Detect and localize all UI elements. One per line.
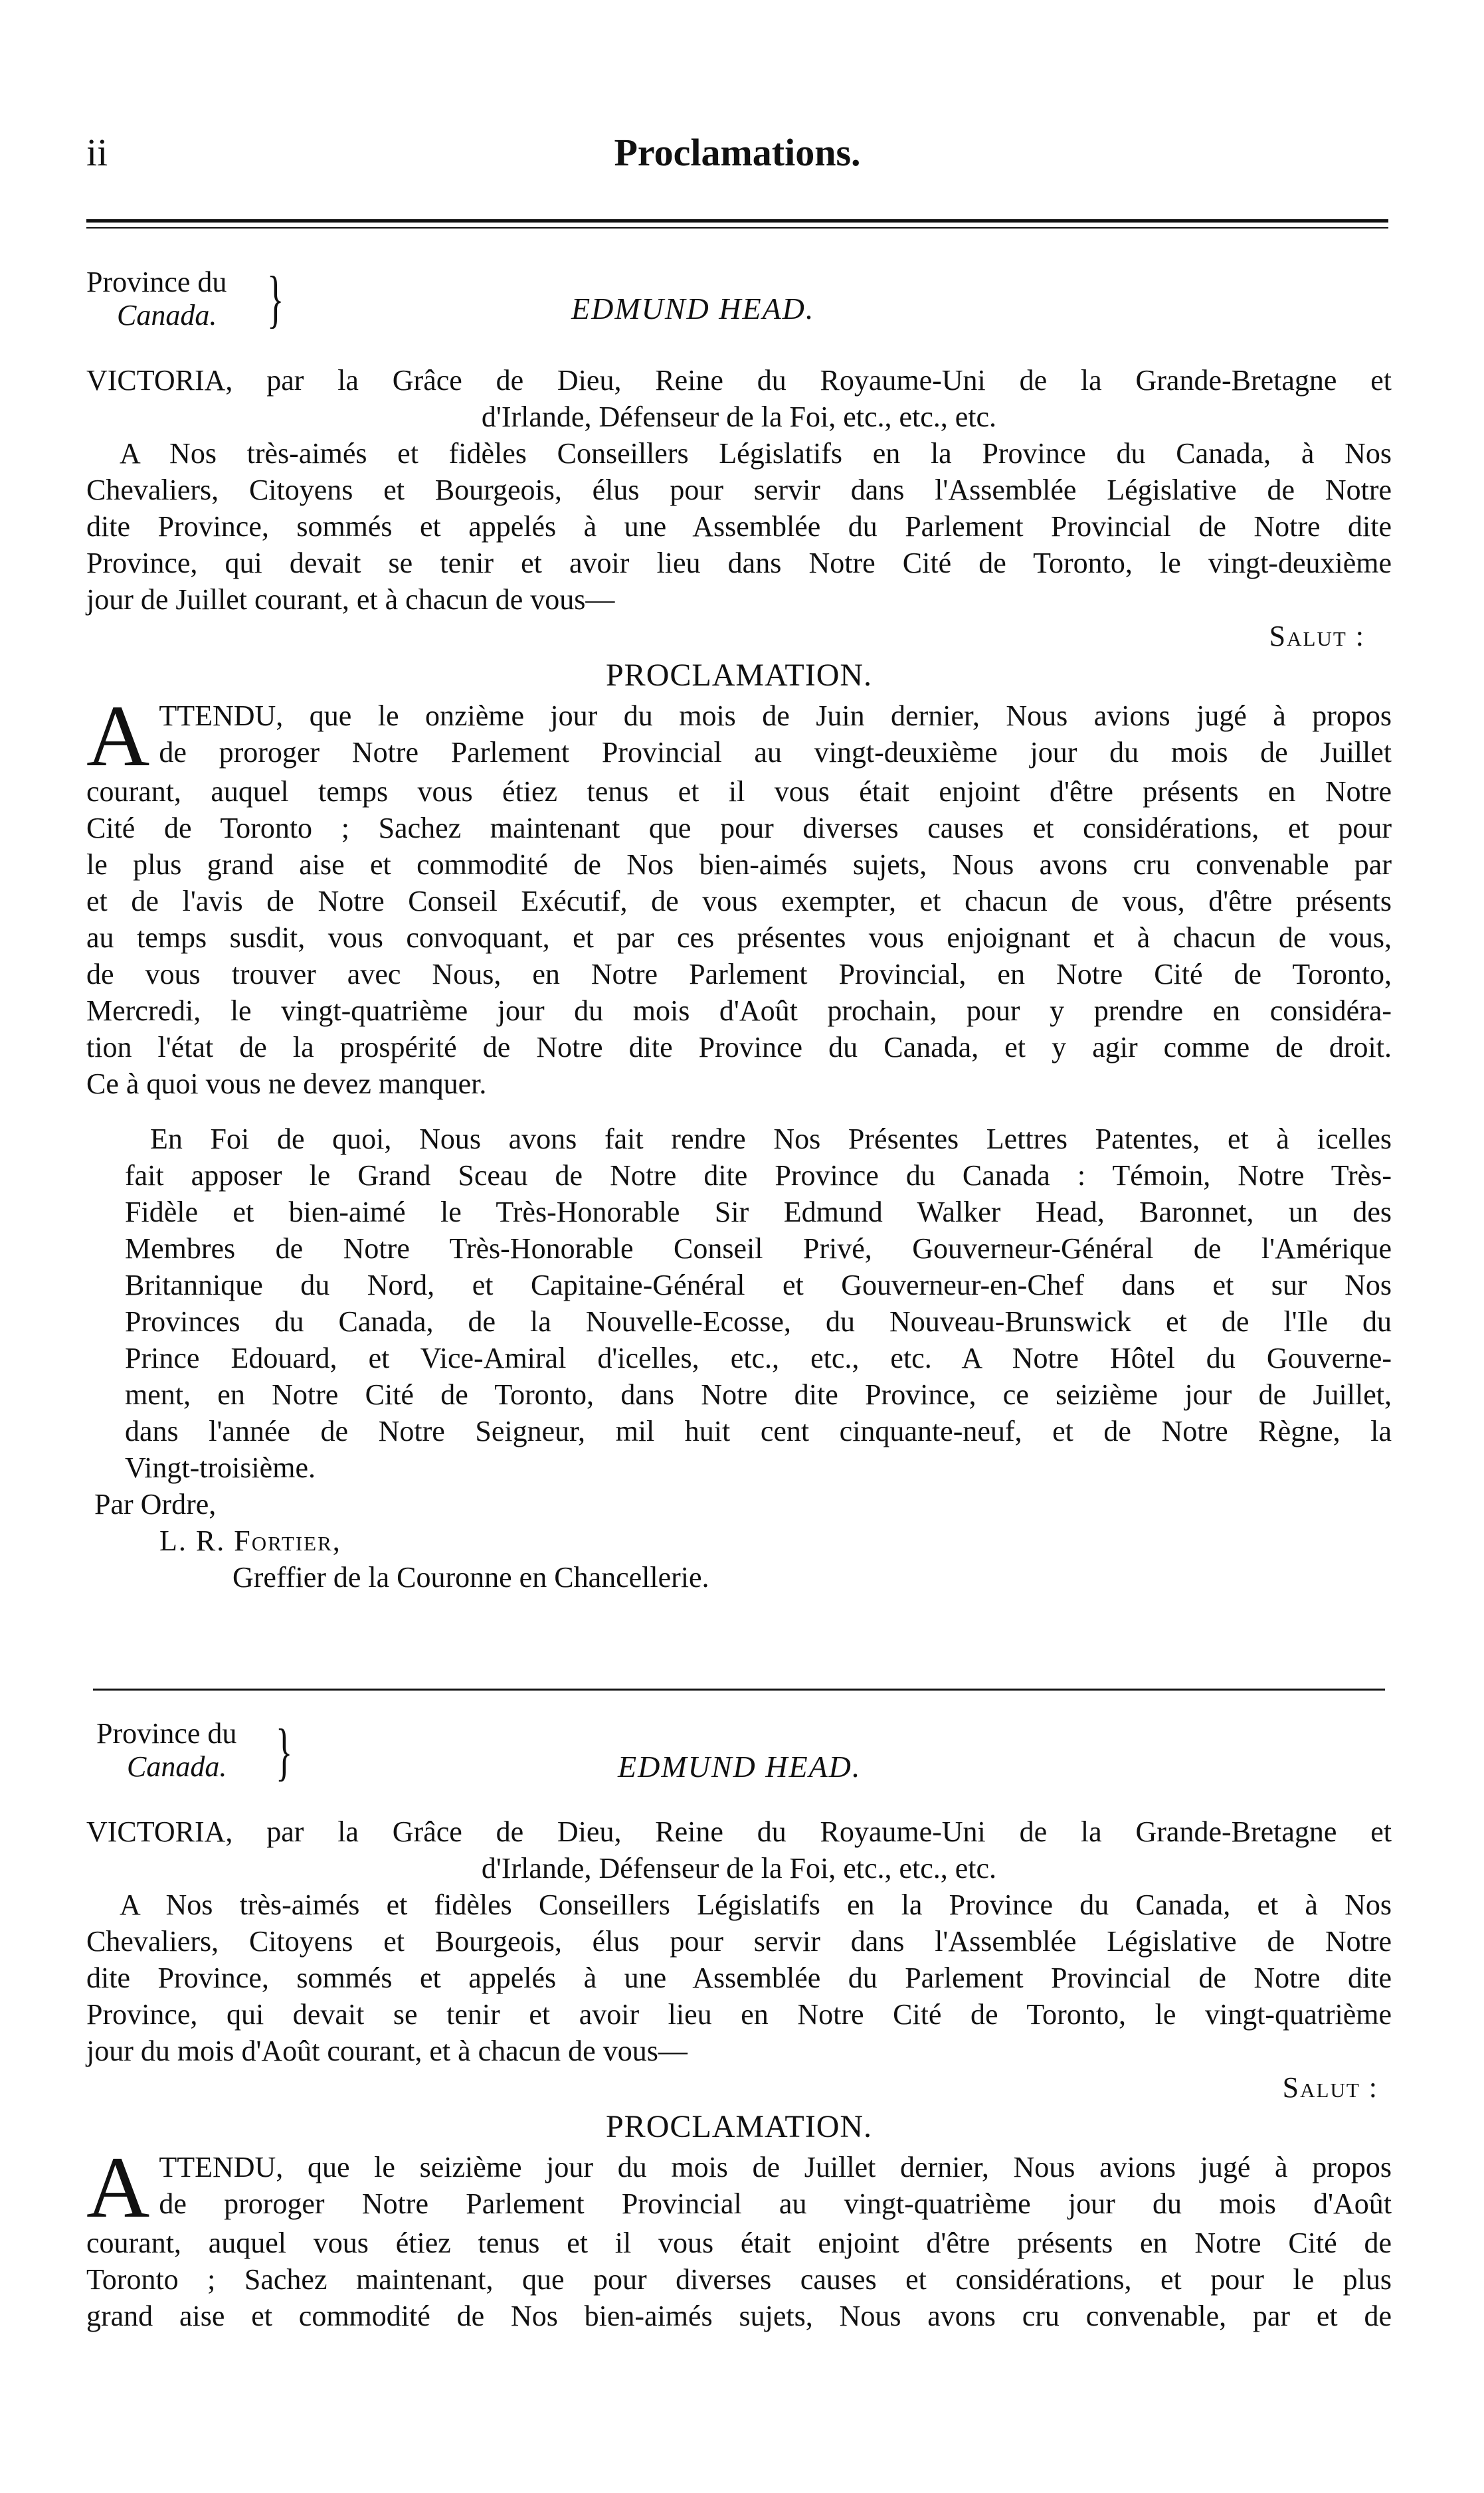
address-line: Chevaliers, Citoyens et Bourgeois, élus pour servir dans l'Assemblée Législative de Notre xyxy=(86,474,1392,506)
address-line: dite Province, sommés et appelés à une Assemblée du Parlement Provincial de Notre dite xyxy=(86,1962,1392,1994)
signer-name: L. R. Fortier, xyxy=(159,1524,341,1557)
address-line: Chevaliers, Citoyens et Bourgeois, élus pour servir dans l'Assemblée Législative de Notre xyxy=(86,1925,1392,1958)
body-line: tion l'état de la prospérité de Notre dite Province du Canada, et y agir comme de droit. xyxy=(86,1031,1392,1063)
proclamation-1-heading xyxy=(86,263,1392,345)
attest-line: Britannique du Nord, et Capitaine-Général et Gouverneur-en-Chef dans et sur Nos xyxy=(125,1269,1392,1301)
section-rule xyxy=(93,1689,1385,1691)
par-ordre: Par Ordre, xyxy=(94,1488,217,1521)
attest-line: Fidèle et bien-aimé le Très-Honorable Sir Edmund Walker Head, Baronnet, un des xyxy=(125,1196,1392,1228)
page-header xyxy=(86,130,1388,190)
body-line: de proroger Notre Parlement Provincial au vingt-deuxième jour du mois de Juillet xyxy=(159,736,1392,769)
province-label: Province du Canada. xyxy=(86,266,227,331)
address-line: Province, qui devait se tenir et avoir lieu en Notre Cité de Toronto, le vingt-quatrième xyxy=(86,1998,1392,2031)
victoria-line: d'Irlande, Défenseur de la Foi, etc., etc., etc. xyxy=(481,1852,997,1885)
attestation xyxy=(86,1121,1392,1596)
attest-line: Membres de Notre Très-Honorable Conseil Privé, Gouverneur-Général de l'Amérique xyxy=(125,1232,1392,1265)
victoria-line: VICTORIA, par la Grâce de Dieu, Reine du Royaume-Uni de la Grande-Bretagne et xyxy=(86,364,1392,397)
running-title: Proclamations. xyxy=(614,131,861,174)
body-line: et de l'avis de Notre Conseil Exécutif, de vous exempter, et chacun de vous, d'être présents xyxy=(86,885,1392,917)
proclamation-body xyxy=(86,687,1392,1102)
governor-name: EDMUND HEAD. xyxy=(618,1750,862,1784)
attest-line: dans l'année de Notre Seigneur, mil huit cent cinquante-neuf, et de Notre Règne, la xyxy=(125,1415,1392,1447)
body-line: Ce à quoi vous ne devez manquer. xyxy=(86,1067,487,1100)
body-line: Mercredi, le vingt-quatrième jour du mois d'Août prochain, pour y prendre en considéra- xyxy=(86,994,1392,1027)
proclamation-title: PROCLAMATION. xyxy=(605,2109,873,2144)
proclamation-body xyxy=(86,2138,1392,2334)
brace-glyph: } xyxy=(276,1716,293,1787)
proclamation-1-text xyxy=(86,362,1392,1596)
brace-glyph: } xyxy=(267,263,284,334)
address-line: A Nos très-aimés et fidèles Conseillers Législatifs en la Province du Canada, à Nos xyxy=(120,437,1392,470)
attest-line: Provinces du Canada, de la Nouvelle-Ecosse, du Nouveau-Brunswick et de l'Ile du xyxy=(125,1305,1392,1338)
header-rule xyxy=(86,219,1388,229)
attest-line: Vingt-troisième. xyxy=(125,1451,316,1484)
victoria-line: VICTORIA, par la Grâce de Dieu, Reine du Royaume-Uni de la Grande-Bretagne et xyxy=(86,1815,1392,1848)
province-label: Province du Canada. xyxy=(96,1717,237,1783)
attest-line: En Foi de quoi, Nous avons fait rendre Nos Présentes Lettres Patentes, et à icelles xyxy=(150,1123,1392,1155)
drop-cap: A xyxy=(86,687,150,785)
body-line: au temps susdit, vous convoquant, et par ces présentes vous enjoignant et à chacun de vous, xyxy=(86,921,1392,954)
address-line: A Nos très-aimés et fidèles Conseillers Législatifs en la Province du Canada, et à Nos xyxy=(120,1889,1392,1921)
body-line: grand aise et commodité de Nos bien-aimés sujets, Nous avons cru convenable, par et de xyxy=(86,2300,1392,2332)
proclamation-2-text xyxy=(86,1813,1392,2334)
attest-line: Prince Edouard, et Vice-Amiral d'icelles, etc., etc., etc. A Notre Hôtel du Gouverne- xyxy=(125,1342,1392,1374)
body-line: TTENDU, que le onzième jour du mois de Juin dernier, Nous avions jugé à propos xyxy=(159,699,1392,732)
salutation: Salut : xyxy=(1282,2071,1378,2104)
body-line: courant, auquel vous étiez tenus et il vous était enjoint d'être présents en Notre Cité de xyxy=(86,2227,1392,2259)
body-line: courant, auquel temps vous étiez tenus et il vous était enjoint d'être présents en Notre xyxy=(86,775,1392,808)
salutation: Salut : xyxy=(1269,620,1365,652)
body-line: de vous trouver avec Nous, en Notre Parlement Provincial, en Notre Cité de Toronto, xyxy=(86,958,1392,990)
attest-line: ment, en Notre Cité de Toronto, dans Notre dite Province, ce seizième jour de Juillet, xyxy=(125,1378,1392,1411)
body-line: TTENDU, que le seizième jour du mois de Juillet dernier, Nous avions jugé à propos xyxy=(159,2151,1392,2183)
body-line: le plus grand aise et commodité de Nos bien-aimés sujets, Nous avons cru convenable par xyxy=(86,848,1392,881)
address-line: jour de Juillet courant, et à chacun de vous— xyxy=(86,583,615,616)
body-line: Toronto ; Sachez maintenant, que pour diverses causes et considérations, et pour le plus xyxy=(86,2263,1392,2296)
victoria-line: d'Irlande, Défenseur de la Foi, etc., etc., etc. xyxy=(481,401,997,433)
page-number: ii xyxy=(86,131,108,174)
address-line: dite Province, sommés et appelés à une Assemblée du Parlement Provincial de Notre dite xyxy=(86,510,1392,543)
signer-title: Greffier de la Couronne en Chancellerie. xyxy=(232,1561,709,1594)
governor-name: EDMUND HEAD. xyxy=(571,292,815,325)
proclamation-2-heading xyxy=(86,1717,1392,1797)
body-line: Cité de Toronto ; Sachez maintenant que pour diverses causes et considérations, et pour xyxy=(86,812,1392,844)
drop-cap: A xyxy=(86,2138,150,2236)
attest-line: fait apposer le Grand Sceau de Notre dite Province du Canada : Témoin, Notre Très- xyxy=(125,1159,1392,1192)
address-line: Province, qui devait se tenir et avoir lieu dans Notre Cité de Toronto, le vingt-deuxième xyxy=(86,547,1392,579)
address-line: jour du mois d'Août courant, et à chacun de vous— xyxy=(86,2035,688,2067)
proclamation-title: PROCLAMATION. xyxy=(605,658,873,693)
body-line: de proroger Notre Parlement Provincial au vingt-quatrième jour du mois d'Août xyxy=(159,2187,1392,2220)
